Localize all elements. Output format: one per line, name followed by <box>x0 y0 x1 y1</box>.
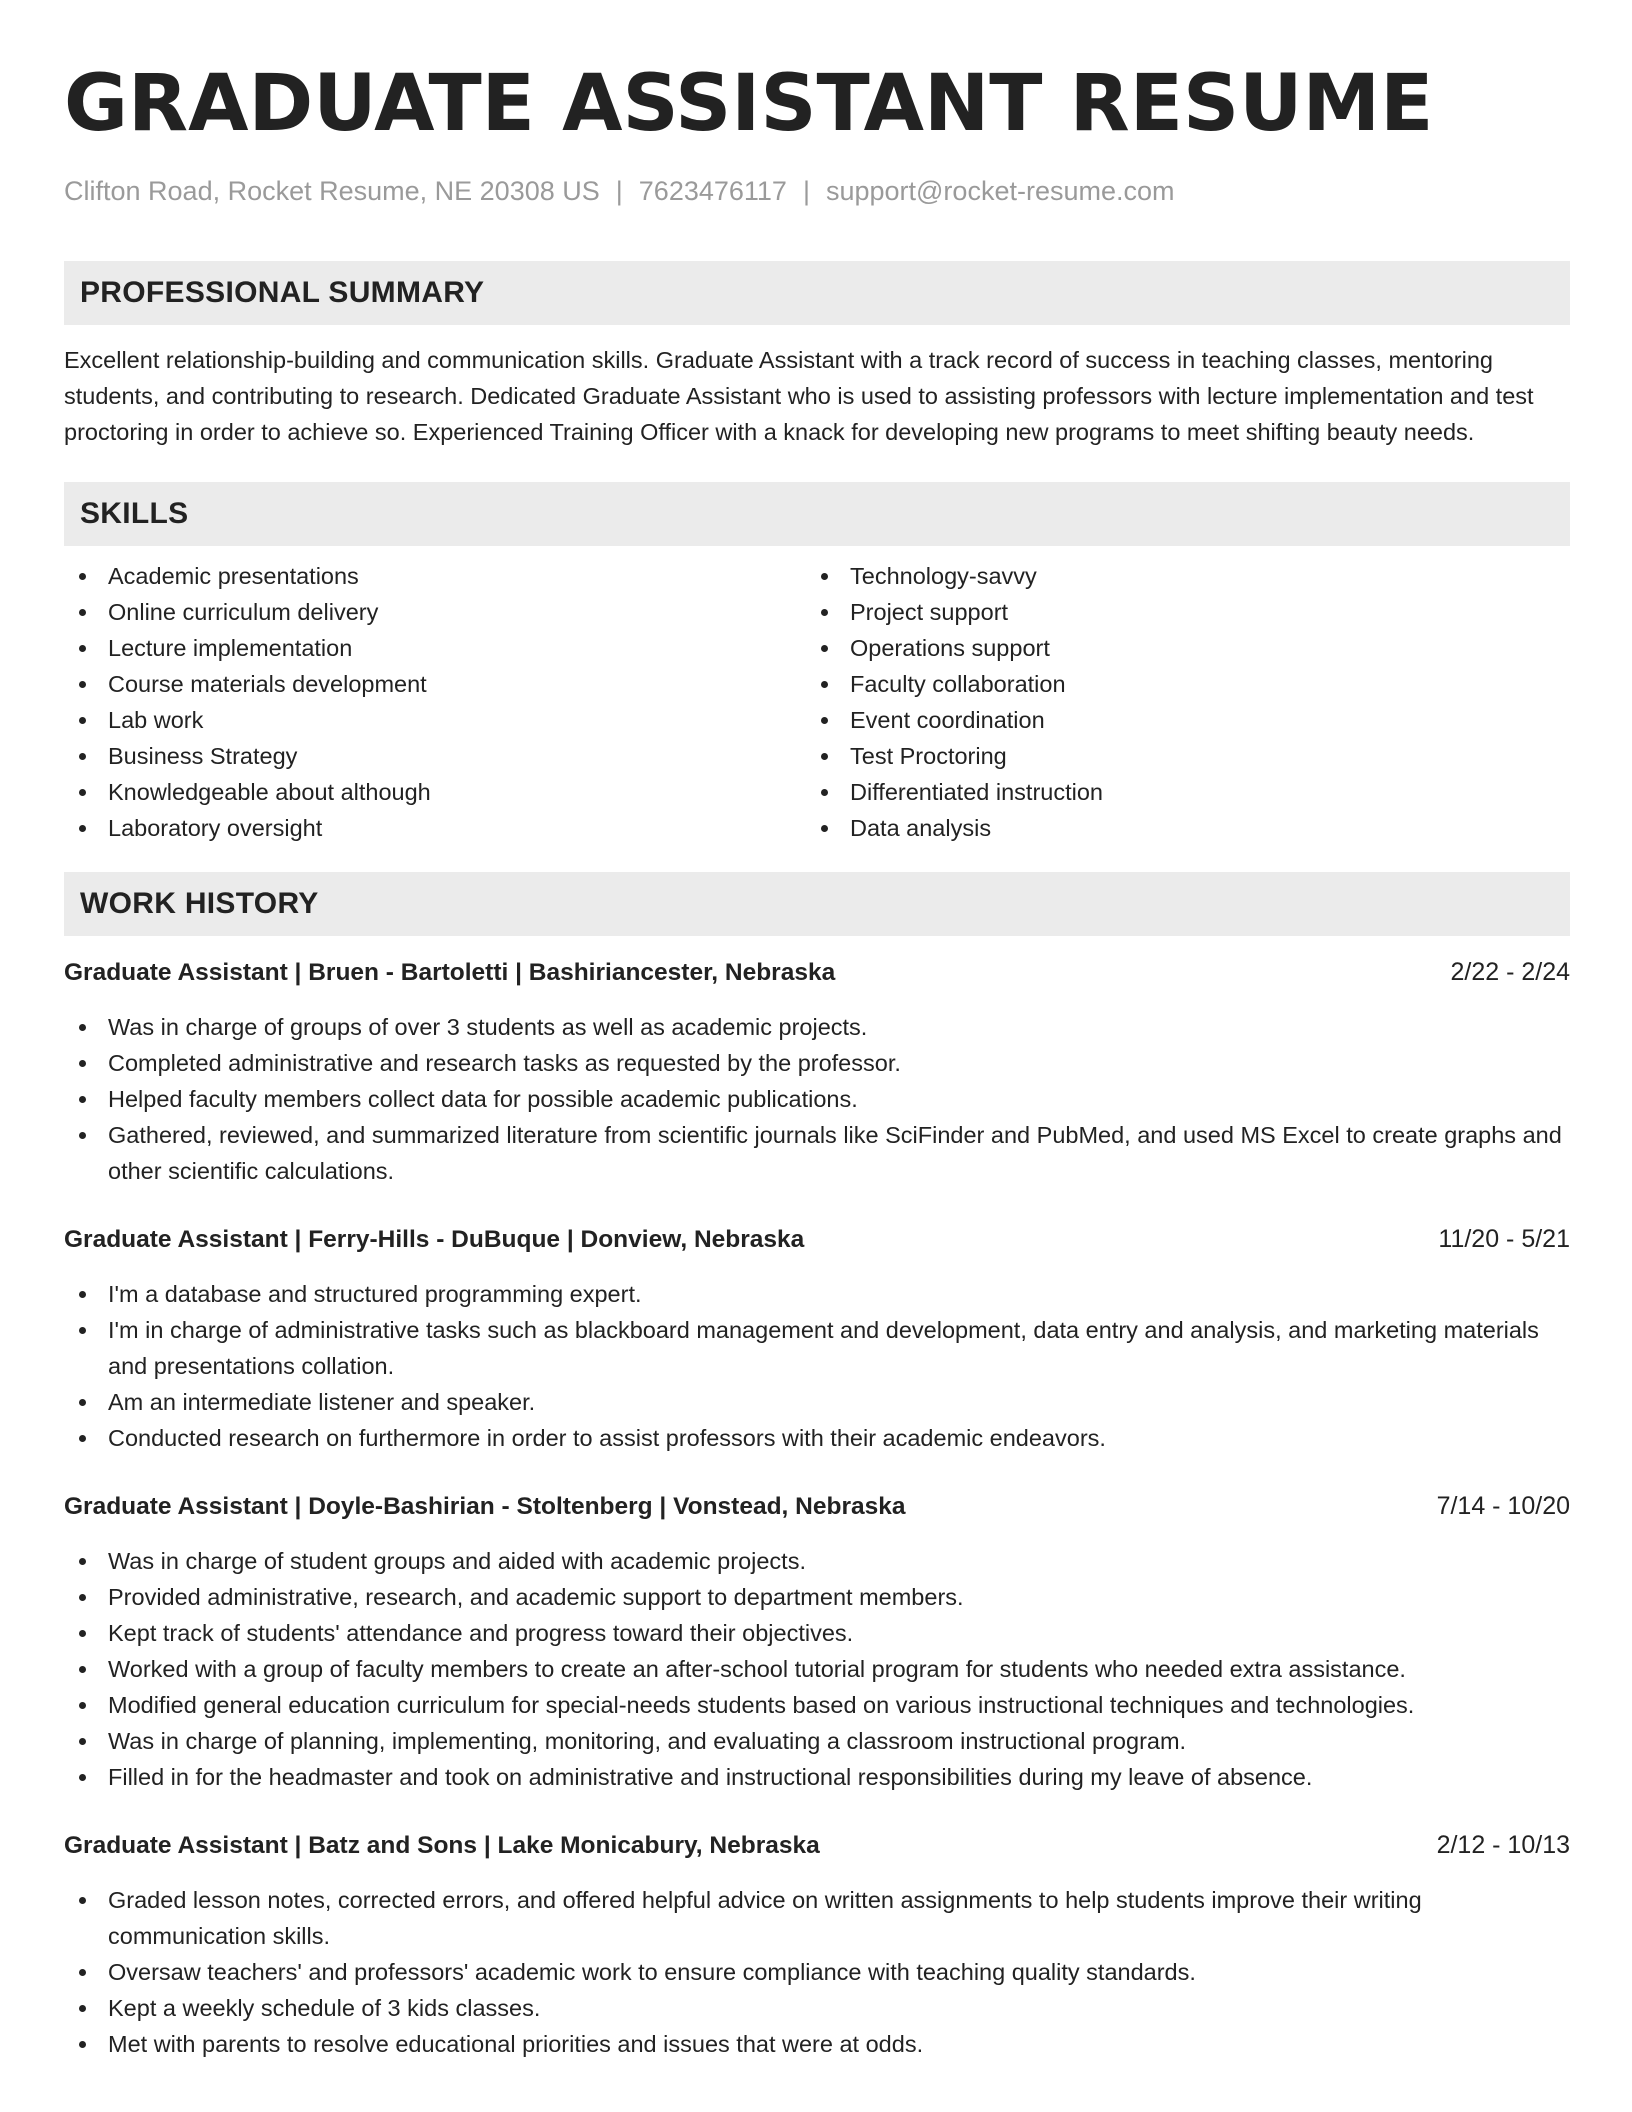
bullet-icon <box>79 1774 86 1781</box>
job-bullet <box>64 1723 1570 1759</box>
summary-heading: PROFESSIONAL SUMMARY <box>80 276 485 309</box>
job-dates: 7/14 - 10/20 <box>1436 1492 1570 1520</box>
skills-list <box>64 558 1570 846</box>
bullet-icon <box>79 1327 86 1334</box>
skill-item-text: Business Strategy <box>108 743 298 769</box>
skill-item <box>806 666 1548 702</box>
bullet-icon <box>79 573 86 580</box>
job-bullet <box>64 1420 1570 1456</box>
bullet-icon <box>79 1399 86 1406</box>
summary-section-header <box>64 261 1570 325</box>
job-dates: 2/22 - 2/24 <box>1450 958 1570 986</box>
job-bullet <box>64 1759 1570 1795</box>
skills-column-left <box>64 558 806 846</box>
job-bullet <box>64 1045 1570 1081</box>
bullet-icon <box>79 1435 86 1442</box>
bullet-icon <box>821 645 828 652</box>
skill-item <box>64 558 806 594</box>
resume-title: GRADUATE ASSISTANT RESUME <box>64 59 1434 149</box>
bullet-icon <box>821 753 828 760</box>
job-bullet-text: Helped faculty members collect data for possible academic publications. <box>108 1086 858 1112</box>
job-bullet-text: Am an intermediate listener and speaker. <box>108 1389 536 1415</box>
job-bullet-list <box>64 1276 1570 1456</box>
summary-text: Excellent relationship-building and communication skills. Graduate Assistant with a track record of success in teaching classes, mentoring students, and contributing to research. Dedicated Graduate Assistant who is used to assisting professors with lecture implementation and test proctoring in order to achieve so. Experienced Training Officer with a knack for developing new programs to meet shifting beauty needs. <box>64 347 1534 445</box>
bullet-icon <box>79 825 86 832</box>
job-bullet <box>64 1543 1570 1579</box>
bullet-icon <box>79 645 86 652</box>
bullet-icon <box>79 717 86 724</box>
bullet-icon <box>79 789 86 796</box>
job-bullet-text: I'm in charge of administrative tasks such as blackboard management and development, data entry and analysis, and marketing materials and presentations collation. <box>108 1317 1539 1379</box>
contact-separator: | <box>802 176 810 206</box>
job-bullet <box>64 1276 1570 1312</box>
contact-address: Clifton Road, Rocket Resume, NE 20308 US <box>64 176 600 206</box>
skill-item <box>64 594 806 630</box>
bullet-icon <box>821 609 828 616</box>
job-title: Graduate Assistant | Batz and Sons | Lake Monicabury, Nebraska <box>64 1832 820 1859</box>
job-title: Graduate Assistant | Ferry-Hills - DuBuque | Donview, Nebraska <box>64 1226 805 1253</box>
job-bullet-text: Modified general education curriculum for special-needs students based on various instructional techniques and technologies. <box>108 1692 1415 1718</box>
bullet-icon <box>79 1738 86 1745</box>
contact-separator: | <box>615 176 623 206</box>
skill-item <box>806 810 1548 846</box>
skill-item <box>806 594 1548 630</box>
bullet-icon <box>79 1897 86 1904</box>
bullet-icon <box>79 1969 86 1976</box>
job-title: Graduate Assistant | Doyle-Bashirian - Stoltenberg | Vonstead, Nebraska <box>64 1493 906 1520</box>
bullet-icon <box>79 1594 86 1601</box>
skill-item <box>806 558 1548 594</box>
job-bullet <box>64 1009 1570 1045</box>
job-header <box>64 1827 1570 1864</box>
skill-item <box>806 774 1548 810</box>
bullet-icon <box>821 681 828 688</box>
bullet-icon <box>79 609 86 616</box>
skill-item-text: Technology-savvy <box>850 563 1037 589</box>
job-bullet <box>64 2026 1570 2062</box>
job-bullet-text: Worked with a group of faculty members to create an after-school tutorial program for students who needed extra assistance. <box>108 1656 1406 1682</box>
skill-item <box>64 630 806 666</box>
skill-item-text: Faculty collaboration <box>850 671 1066 697</box>
job-bullet-text: Provided administrative, research, and academic support to department members. <box>108 1584 964 1610</box>
job-dates: 2/12 - 10/13 <box>1436 1831 1570 1859</box>
bullet-icon <box>79 1132 86 1139</box>
job-header <box>64 1221 1570 1258</box>
skill-item <box>64 774 806 810</box>
bullet-icon <box>821 825 828 832</box>
job-bullet-list <box>64 1009 1570 1189</box>
job-bullet-text: Was in charge of student groups and aided with academic projects. <box>108 1548 806 1574</box>
job-bullet <box>64 1687 1570 1723</box>
skill-item-text: Test Proctoring <box>850 743 1007 769</box>
bullet-icon <box>79 1291 86 1298</box>
skill-item-text: Online curriculum delivery <box>108 599 379 625</box>
work-history-section-header <box>64 872 1570 936</box>
skill-item-text: Event coordination <box>850 707 1045 733</box>
job-bullet <box>64 1579 1570 1615</box>
job-bullet <box>64 1882 1570 1954</box>
skill-item <box>64 738 806 774</box>
bullet-icon <box>79 1024 86 1031</box>
skill-item-text: Operations support <box>850 635 1050 661</box>
skills-heading: SKILLS <box>80 497 189 530</box>
job-bullet-text: Oversaw teachers' and professors' academic work to ensure compliance with teaching quality standards. <box>108 1959 1196 1985</box>
bullet-icon <box>79 1666 86 1673</box>
job-bullet <box>64 1081 1570 1117</box>
skill-item <box>806 630 1548 666</box>
skill-item-text: Course materials development <box>108 671 427 697</box>
bullet-icon <box>79 2041 86 2048</box>
job-bullet-text: Graded lesson notes, corrected errors, and offered helpful advice on written assignments to help students improve their writing communication skills. <box>108 1887 1422 1949</box>
job-dates: 11/20 - 5/21 <box>1438 1225 1570 1253</box>
skills-column-right <box>806 558 1548 846</box>
job-bullet <box>64 1954 1570 1990</box>
job-bullet-list <box>64 1543 1570 1795</box>
resume-page <box>64 56 1570 2062</box>
job-bullet-text: Conducted research on furthermore in order to assist professors with their academic endeavors. <box>108 1425 1106 1451</box>
bullet-icon <box>821 717 828 724</box>
job-title: Graduate Assistant | Bruen - Bartoletti | Bashiriancester, Nebraska <box>64 959 836 986</box>
job-bullet <box>64 1384 1570 1420</box>
work-history-heading: WORK HISTORY <box>80 887 319 920</box>
bullet-icon <box>79 1558 86 1565</box>
job-entry <box>64 1488 1570 1795</box>
job-bullet <box>64 1651 1570 1687</box>
skill-item-text: Knowledgeable about although <box>108 779 431 805</box>
skill-item <box>64 666 806 702</box>
bullet-icon <box>79 1702 86 1709</box>
job-bullet <box>64 1312 1570 1384</box>
skill-item-text: Project support <box>850 599 1009 625</box>
skill-item-text: Lecture implementation <box>108 635 353 661</box>
skill-item <box>64 702 806 738</box>
job-bullet-text: Completed administrative and research tasks as requested by the professor. <box>108 1050 901 1076</box>
contact-phone: 7623476117 <box>638 176 787 206</box>
skill-item-text: Data analysis <box>850 815 992 841</box>
job-entry <box>64 1221 1570 1456</box>
bullet-icon <box>79 2005 86 2012</box>
work-history-list <box>64 954 1570 2062</box>
skill-item <box>806 702 1548 738</box>
bullet-icon <box>821 573 828 580</box>
contact-line <box>64 174 1570 208</box>
bullet-icon <box>79 681 86 688</box>
skill-item-text: Laboratory oversight <box>108 815 323 841</box>
job-bullet <box>64 1117 1570 1189</box>
job-bullet <box>64 1615 1570 1651</box>
bullet-icon <box>79 1096 86 1103</box>
skill-item <box>806 738 1548 774</box>
job-bullet-text: Was in charge of groups of over 3 students as well as academic projects. <box>108 1014 868 1040</box>
skill-item <box>64 810 806 846</box>
job-entry <box>64 1827 1570 2062</box>
job-bullet-text: Met with parents to resolve educational priorities and issues that were at odds. <box>108 2031 924 2057</box>
bullet-icon <box>79 1630 86 1637</box>
job-bullet-text: Was in charge of planning, implementing, monitoring, and evaluating a classroom instructional program. <box>108 1728 1187 1754</box>
job-bullet-text: Gathered, reviewed, and summarized literature from scientific journals like SciFinder and PubMed, and used MS Excel to create graphs and other scientific calculations. <box>108 1122 1562 1184</box>
job-bullet-text: Kept track of students' attendance and progress toward their objectives. <box>108 1620 854 1646</box>
job-bullet-list <box>64 1882 1570 2062</box>
contact-email: support@rocket-resume.com <box>825 176 1175 206</box>
skill-item-text: Differentiated instruction <box>850 779 1103 805</box>
bullet-icon <box>79 1060 86 1067</box>
skill-item-text: Academic presentations <box>108 563 359 589</box>
job-bullet-text: Kept a weekly schedule of 3 kids classes. <box>108 1995 541 2021</box>
bullet-icon <box>821 789 828 796</box>
skill-item-text: Lab work <box>108 707 204 733</box>
job-bullet-text: Filled in for the headmaster and took on administrative and instructional responsibilities during my leave of absence. <box>108 1764 1313 1790</box>
job-bullet-text: I'm a database and structured programming expert. <box>108 1281 642 1307</box>
skills-section-header <box>64 482 1570 546</box>
job-entry <box>64 954 1570 1189</box>
bullet-icon <box>79 753 86 760</box>
job-bullet <box>64 1990 1570 2026</box>
job-header <box>64 954 1570 991</box>
job-header <box>64 1488 1570 1525</box>
